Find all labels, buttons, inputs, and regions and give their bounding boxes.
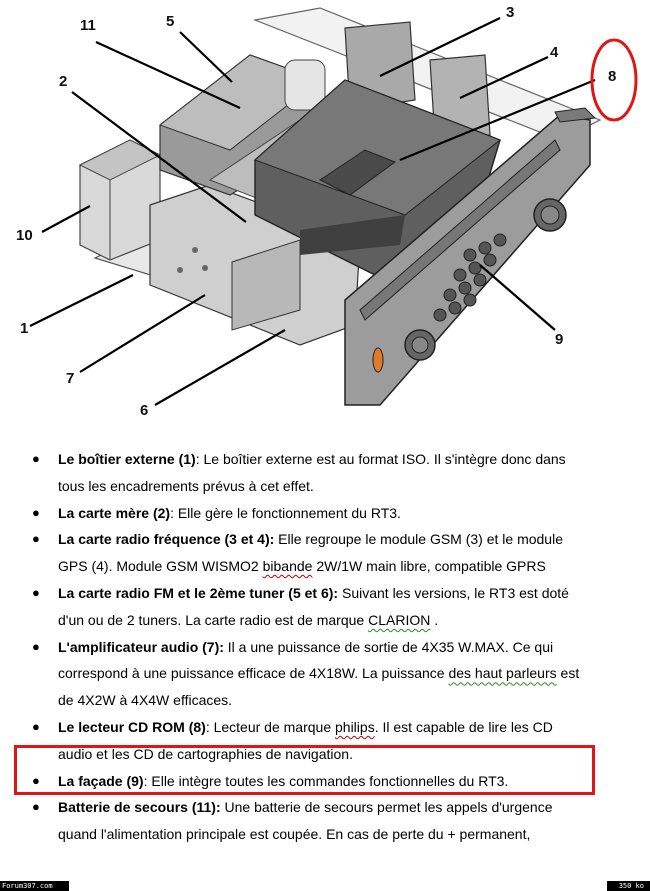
grammar-word: des haut parleurs [448,665,557,682]
callout-11: 11 [80,17,96,34]
list-item-facade: ● La façade (9): Elle intègre toutes les commandes fonctionnelles du RT3. [32,772,509,789]
item-label: Le lecteur CD ROM (8) [58,718,206,735]
item-label: La carte mère (2) [58,504,171,521]
rear-connector [80,140,160,260]
item-text: . [430,611,439,628]
item-text: : Elle gère le fonctionnement du RT3. [170,504,401,521]
image-footer [0,881,650,891]
callout-4: 4 [550,44,559,61]
item-text: : Le boîtier externe est au format ISO. Il s'intègre donc dans tous les encadrements prévus à cet effet. [58,451,566,494]
rt3-exploded-diagram [0,0,650,440]
cd-rom-highlight-box [14,745,595,795]
list-item-amplificateur: ● L'amplificateur audio (7): Il a une puissance de sortie de 4X35 W.MAX. Ce qui correspond à une puissance efficace de 4X18W. La puissance des haut parleurs est de 4X2W à 4X4W efficaces. [32,638,580,709]
item-text: Une batterie de secours permet les appels d'urgence quand l'alimentation principale est coupée. En cas de perte du + permanent, [58,799,553,843]
item-text: Suivant les versions, le RT3 est doté d'un ou de 2 tuners. La carte radio est de marque [58,584,569,628]
callout-2: 2 [59,73,68,90]
item-label: La carte radio fréquence (3 et 4): [58,531,275,548]
list-item-lecteur-cd: ● Le lecteur CD ROM (8): Lecteur de marque philips. Il est capable de lire les CD audio et les CD de cartographies de navigation. [32,718,553,762]
grammar-word: CLARION [368,611,431,628]
footer-size-label: 350 ko [607,881,650,891]
callout-10: 10 [16,227,33,244]
spellcheck-word: philips [335,718,375,735]
list-item-carte-radio-fm: ● La carte radio FM et le 2ème tuner (5 et 6): Suivant les versions, le RT3 est doté d'un ou de 2 tuners. La carte radio est de marque CLARION . [32,584,569,628]
callout-8: 8 [608,68,617,85]
item-text: . Il est capable de lire les CD audio et les CD de cartographies de navigation. [58,718,553,762]
item-label: La façade (9) [58,772,144,789]
list-item-carte-mere: ● La carte mère (2): Elle gère le fonctionnement du RT3. [32,504,401,521]
callout-5: 5 [166,13,175,30]
item-text: 2W/1W main libre, compatible GPRS [312,558,546,575]
item-text: : Lecteur de marque [205,718,335,735]
callout-9: 9 [555,331,564,348]
list-item-carte-radio-frequence: ● La carte radio fréquence (3 et 4): Elle regroupe le module GSM (3) et le module GPS (4). Module GSM WISMO2 bibande 2W/1W main libre, compatible GPRS [32,531,563,575]
list-item-batterie: ● Batterie de secours (11): Une batterie de secours permet les appels d'urgence quand l'alimentation principale est coupée. En cas de perte du + permanent, [32,799,553,843]
item-text: : Elle intègre toutes les commandes fonctionnelles du RT3. [143,772,509,789]
item-text: Elle regroupe le module GSM (3) et le module GPS (4). Module GSM WISMO2 [58,531,563,575]
spellcheck-word: bibande [262,558,313,575]
item-label: Le boîtier externe (1) [58,451,196,467]
footer-site-label: Forum307.com [0,881,69,891]
callout-7: 7 [66,370,75,387]
callout-3: 3 [506,4,515,21]
list-item-boitier: ● Le boîtier externe (1): Le boîtier externe est au format ISO. Il s'intègre donc dans tous les encadrements prévus à cet effet. [32,451,566,494]
item-label: Batterie de secours (11): [58,799,221,816]
item-label: La carte radio FM et le 2ème tuner (5 et 6): [58,584,339,601]
item-text: Il a une puissance de sortie de 4X35 W.MAX. Ce qui correspond à une puissance efficace de 4X18W. La puissance [58,638,554,682]
callout-1: 1 [20,320,29,337]
callout-6: 6 [140,402,149,419]
item-text: est de 4X2W à 4X4W efficaces. [58,665,580,709]
item-label: L'amplificateur audio (7): [58,638,224,655]
